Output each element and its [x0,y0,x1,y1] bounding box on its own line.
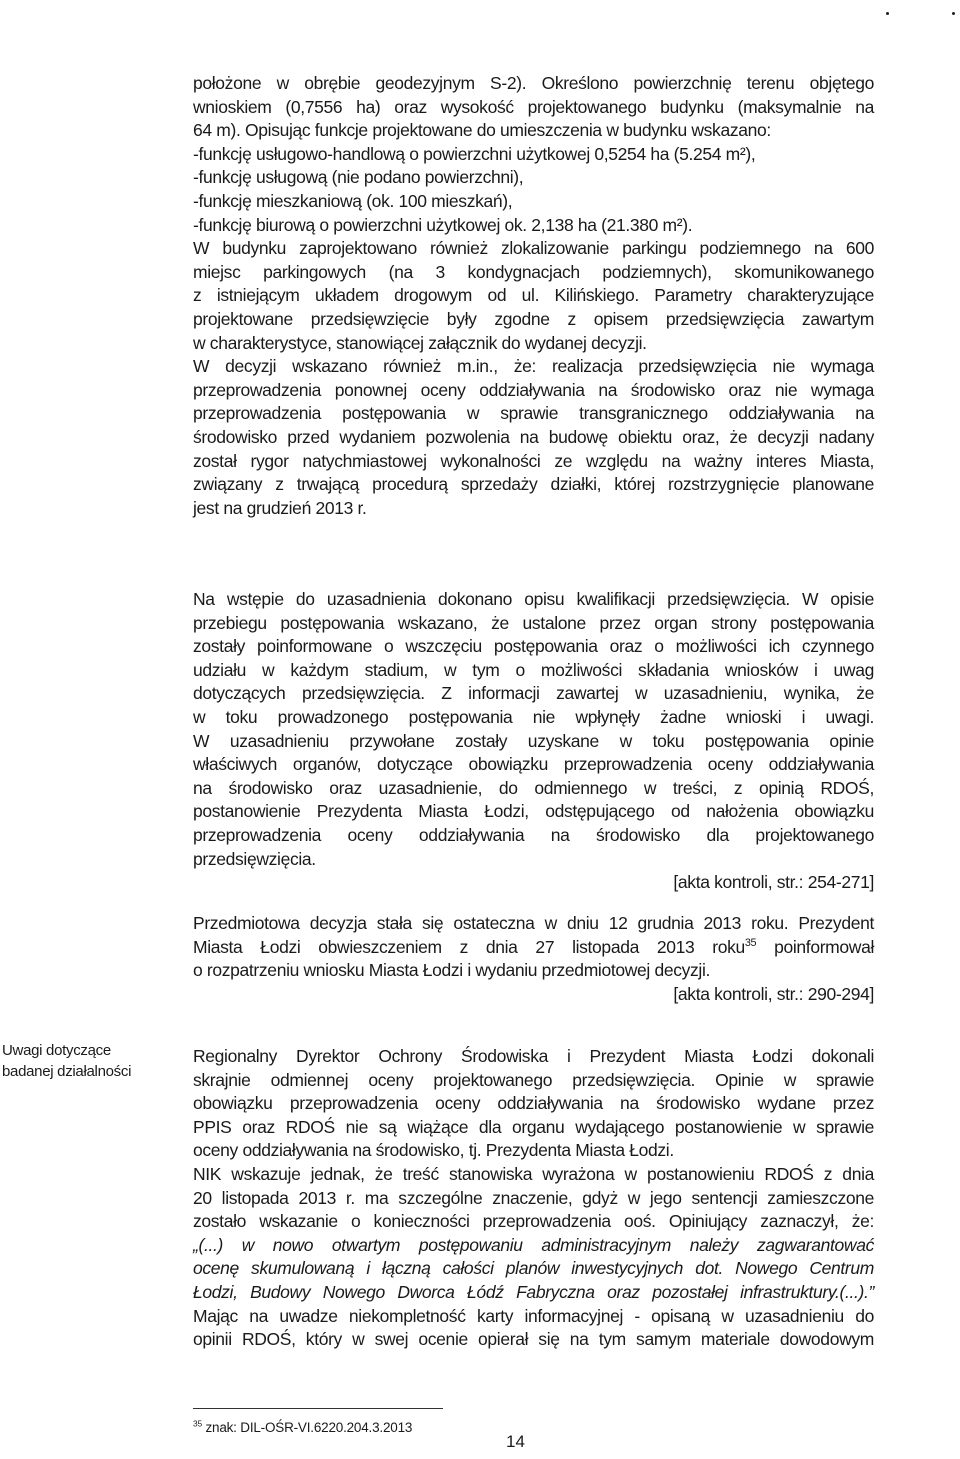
text-line: środowisko przed wydaniem pozwolenia na budowę obiektu oraz, że decyzji nadany [193,426,874,447]
text-line: położone w obrębie geodezyjnym S-2). Określono powierzchnię terenu objętego [193,73,874,93]
margin-heading-line: Uwagi dotyczące [2,1042,111,1059]
text-line: zostało wskazanie o konieczności przeprowadzenia ooś. Opiniujący zaznaczył, że: [193,1211,874,1232]
footnote [193,1420,412,1435]
quoted-text-line: „(...) w nowo otwartym postępowaniu administracyjnym należy zagwarantować [193,1234,874,1255]
text-line [193,936,874,960]
text-line: przeprowadzenia ponownej oceny oddziaływania na środowisko oraz nie wymaga [193,379,874,400]
text-line: W uzasadnieniu przywołane zostały uzyskane w toku postępowania opinie [193,730,874,751]
text-line: postanowienie Prezydenta Miasta Łodzi, odstępującego od nałożenia obowiązku [193,801,874,822]
text-line: PPIS oraz RDOŚ nie są wiążące dla organu wydającego postanowienie w sprawie [193,1116,874,1137]
text-line: przedsięwzięcia. [193,848,316,869]
text-line: udziału w każdym stadium, w tym o możliwości składania wniosków i uwag [193,659,874,680]
paragraph-justification [193,588,874,895]
text-line: na środowisko oraz uzasadnienie, do odmiennego w treści, z opinią RDOŚ, [193,777,874,798]
text-line: Regionalny Dyrektor Ochrony Środowiska i Prezydent Miasta Łodzi dokonali [193,1046,874,1066]
page-number: 14 [506,1432,525,1451]
footnote-marker: 35 [744,936,757,949]
text-line: miejsc parkingowych (na 3 kondygnacjach podziemnych), skomunikowanego [193,261,874,282]
reference-note: [akta kontroli, str.: 290-294] [673,983,874,1004]
margin-heading [2,1040,172,1082]
scan-dot [952,12,955,15]
text-line: przebiegu postępowania wskazano, że ustalone przez organ strony postępowania [193,612,874,633]
text-line: oceny oddziaływania na środowisko, tj. Prezydenta Miasta Łodzi. [193,1140,674,1161]
quoted-text-line: ocenę skumulowaną i łączną całości planów inwestycyjnych dot. Nowego Centrum [193,1258,874,1279]
text-line: -funkcję biurową o powierzchni użytkowej ok. 2,138 ha (21.380 m²). [193,214,693,235]
footnote-number: 35 [193,1418,202,1429]
margin-heading-line: badanej działalności [2,1063,132,1080]
text-line: opinii RDOŚ, który w swej ocenie opierał się na tym samym materiale dowodowym [193,1329,874,1350]
footnote-text: znak: DIL-OŚR-VI.6220.204.3.2013 [201,1420,413,1435]
footnote-divider [193,1408,443,1409]
text-line: Mając na uwadze niekompletność karty informacyjnej - opisaną w uzasadnieniu do [193,1305,874,1326]
text-line: w toku prowadzonego postępowania nie wpłynęły żadne wnioski i uwagi. [193,706,874,727]
text-line: w charakterystyce, stanowiącej załącznik do wydanej decyzji. [193,332,647,353]
text-line: 20 listopada 2013 r. ma szczególne znaczenie, gdyż w jego sentencji zamieszczone [193,1187,874,1208]
text-line: związany z trwającą procedurą sprzedaży działki, której rozstrzygnięcie planowane [193,474,874,495]
text-line: dotyczących przedsięwzięcia. Z informacji zawartej w uzasadnieniu, wynika, że [193,683,874,704]
paragraph-remarks [193,1045,874,1352]
text-line: z istniejącym układem drogowym od ul. Kilińskiego. Parametry charakteryzujące [193,285,874,306]
text-line: W budynku zaprojektowano również zlokalizowanie parkingu podziemnego na 600 [193,238,874,259]
text-line: przeprowadzenia postępowania w sprawie transgranicznego oddziaływania na [193,403,874,424]
text-line: wnioskiem (0,7556 ha) oraz wysokość projektowanego budynku (maksymalnie na [193,96,874,117]
text-line: -funkcję usługową (nie podano powierzchni), [193,167,524,188]
text-line: Na wstępie do uzasadnienia dokonano opisu kwalifikacji przedsięwzięcia. W opisie [193,589,874,609]
text-line: zostały poinformowane o wszczęciu postępowania oraz o możliwości ich czynnego [193,636,874,657]
paragraph-final-decision [193,912,874,1006]
text-line: NIK wskazuje jednak, że treść stanowiska wyrażona w postanowieniu RDOŚ z dnia [193,1163,874,1184]
text-line: obowiązku przeprowadzenia oceny oddziaływania na środowisko wydane przez [193,1093,874,1114]
scan-dot [886,12,889,15]
quoted-text-line: Łodzi, Budowy Nowego Dworca Łódź Fabryczna oraz pozostałej infrastruktury.(...).” [193,1281,874,1302]
reference-note: [akta kontroli, str.: 254-271] [673,872,874,893]
paragraph-decision-description [193,72,874,520]
text-fragment: Miasta Łodzi obwieszczeniem z dnia 27 listopada 2013 roku [193,936,745,957]
text-line: projektowane przedsięwzięcie były zgodne z opisem przedsięwzięcia zawartym [193,308,874,329]
text-line: o rozpatrzeniu wniosku Miasta Łodzi i wydaniu przedmiotowej decyzji. [193,960,711,981]
text-line: W decyzji wskazano również m.in., że: realizacja przedsięwzięcia nie wymaga [193,356,874,377]
text-line: 64 m). Opisując funkcje projektowane do umieszczenia w budynku wskazano: [193,120,771,141]
text-line: przeprowadzenia oceny oddziaływania na środowisko dla projektowanego [193,824,874,845]
text-line: -funkcję usługowo-handlową o powierzchni użytkowej 0,5254 ha (5.254 m²), [193,143,756,164]
text-fragment: poinformował [756,936,874,957]
text-line: -funkcję mieszkaniową (ok. 100 mieszkań), [193,190,513,211]
text-line: właściwych organów, dotyczące obowiązku przeprowadzenia oceny oddziaływania [193,754,874,775]
text-line: skrajnie odmiennej oceny projektowanego przedsięwzięcia. Opinie w sprawie [193,1069,874,1090]
text-line: Przedmiotowa decyzja stała się ostateczna w dniu 12 grudnia 2013 roku. Prezydent [193,913,874,933]
text-line: jest na grudzień 2013 r. [193,497,367,518]
text-line: został rygor natychmiastowej wykonalności ze względu na ważny interes Miasta, [193,450,874,471]
